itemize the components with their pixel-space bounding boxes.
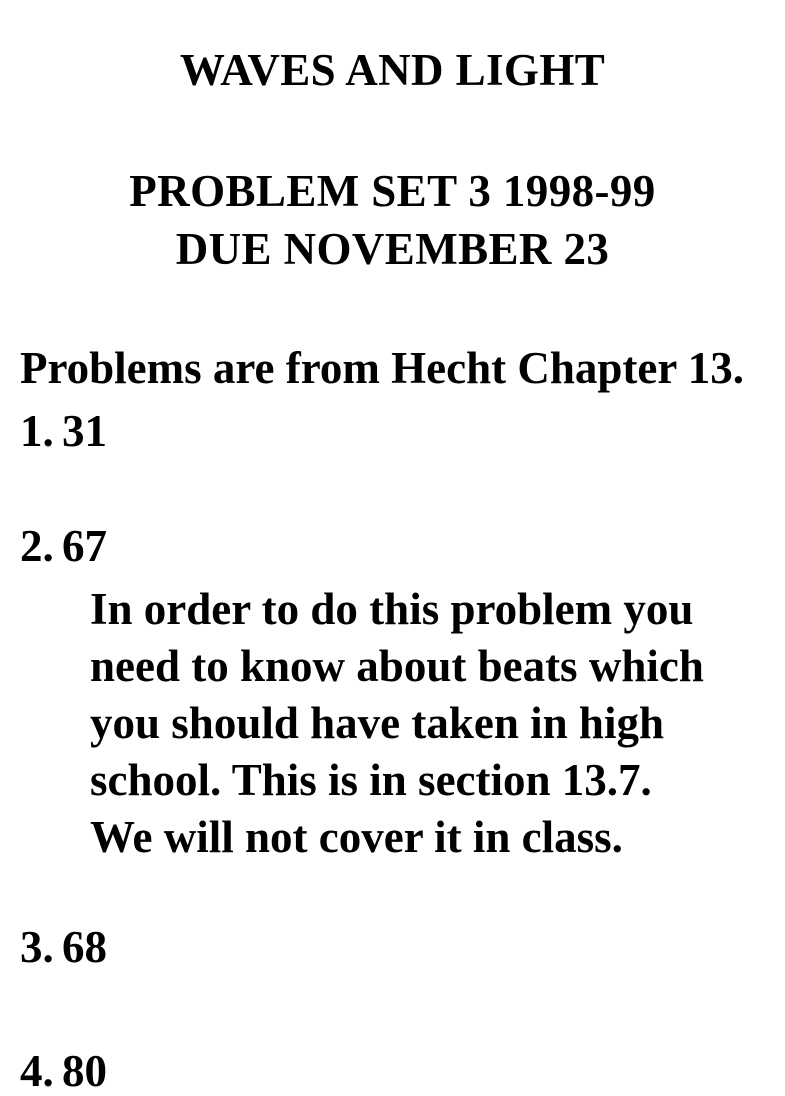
problem-value: 80 [62,1046,107,1096]
note-line: In order to do this problem you [90,584,694,634]
due-date-heading: DUE NOVEMBER 23 [175,224,610,275]
note-line: need to know about beats which [90,641,704,691]
note-line: you should have taken in high [90,698,664,748]
problem-number: 1. [20,406,54,456]
problem-set-heading: PROBLEM SET 3 1998-99 [129,166,656,217]
note-line: We will not cover it in class. [90,812,623,862]
problem-item-1 [20,406,107,456]
problem-number: 3. [20,922,54,972]
note-line: school. This is in section 13.7. [90,755,652,805]
problem-value: 68 [62,922,107,972]
problem-item-3 [20,922,107,972]
problem-number: 4. [20,1046,54,1096]
problem-item-4 [20,1046,107,1096]
intro-text: Problems are from Hecht Chapter 13. [20,343,745,393]
problem-value: 67 [62,521,107,571]
problem-number: 2. [20,521,54,571]
problem-2-note [90,581,780,866]
page-title: WAVES AND LIGHT [179,45,606,96]
problem-value: 31 [62,406,107,456]
problem-item-2 [20,521,107,571]
